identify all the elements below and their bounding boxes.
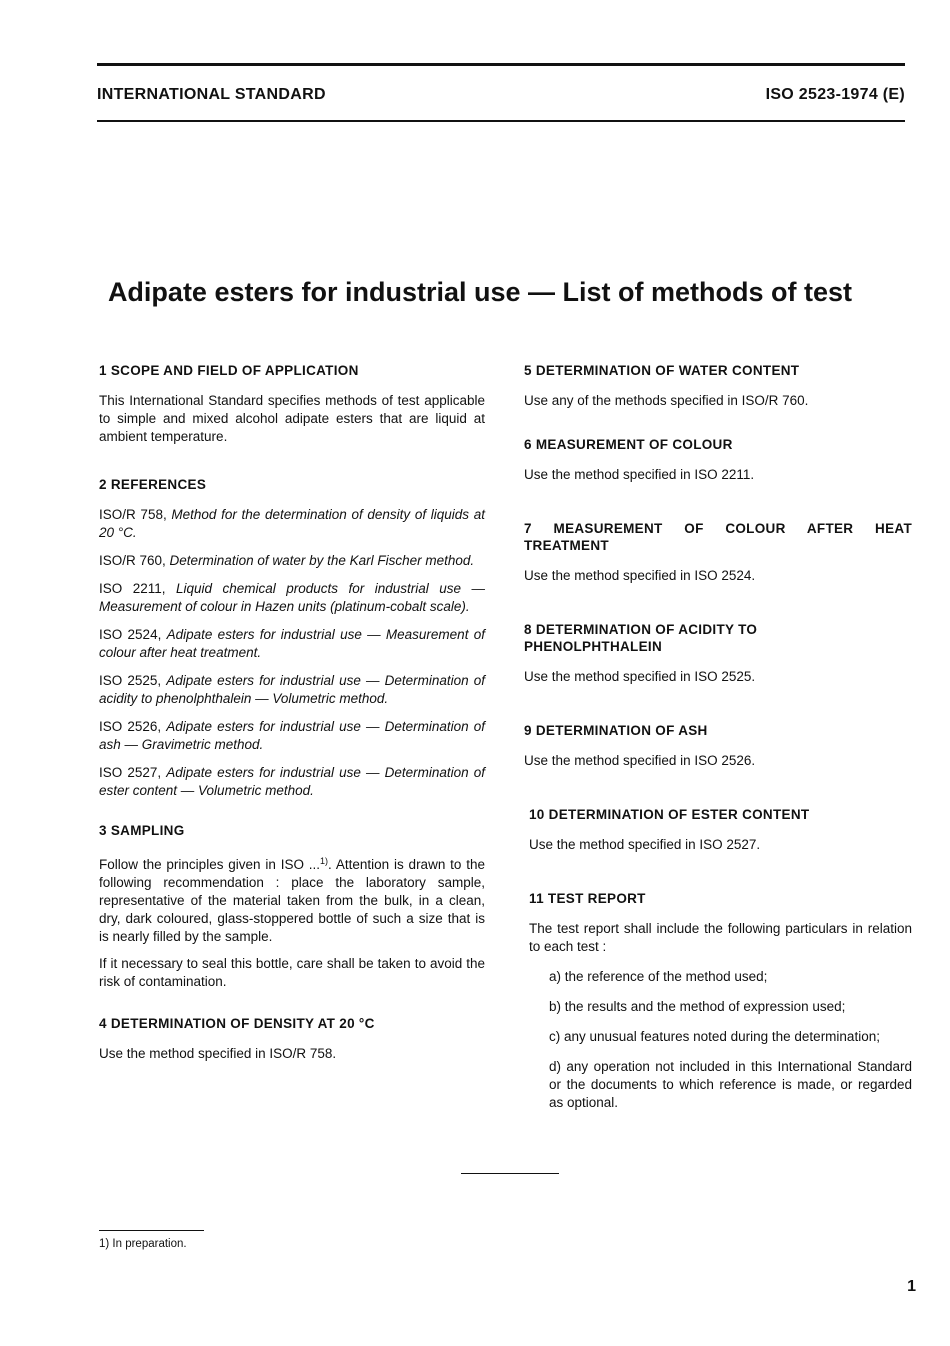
section-5-heading: 5 DETERMINATION OF WATER CONTENT xyxy=(524,363,800,378)
reference-code: ISO/R 760, xyxy=(99,553,170,568)
reference-code: ISO 2527, xyxy=(99,765,167,780)
document-title: Adipate esters for industrial use — List of methods of test xyxy=(107,277,853,307)
section-4-heading: 4 DETERMINATION OF DENSITY AT 20 °C xyxy=(99,1016,375,1031)
footnote-rule xyxy=(99,1230,204,1231)
end-of-text-rule xyxy=(461,1173,559,1174)
section-4 xyxy=(99,1015,485,1063)
reference-item xyxy=(99,764,485,800)
reference-title: Adipate esters for industrial use — Determination of ester content — Volumetric method. xyxy=(99,765,485,798)
reference-title: Determination of water by the Karl Fischer method. xyxy=(169,553,475,568)
section-10-heading: 10 DETERMINATION OF ESTER CONTENT xyxy=(529,807,810,822)
section-1-heading: 1 SCOPE AND FIELD OF APPLICATION xyxy=(99,363,359,378)
reference-item xyxy=(99,718,485,754)
left-column xyxy=(99,362,485,1089)
section-9-heading: 9 DETERMINATION OF ASH xyxy=(524,723,708,738)
header-bottom-rule xyxy=(97,120,905,122)
reference-title: Adipate esters for industrial use — Determination of ash — Gravimetric method. xyxy=(99,719,485,752)
header-left: INTERNATIONAL STANDARD xyxy=(97,86,326,103)
reference-code: ISO 2525, xyxy=(99,673,167,688)
section-3-paragraph-2: If it necessary to seal this bottle, care shall be taken to avoid the risk of contamination. xyxy=(99,956,485,989)
reference-item xyxy=(99,506,485,542)
section-9-text: Use the method specified in ISO 2526. xyxy=(524,753,756,768)
reference-title: Liquid chemical products for industrial use — Measurement of colour in Hazen units (platinum-cobalt scale). xyxy=(99,581,485,614)
reference-item xyxy=(99,552,485,570)
header-right: ISO 2523-1974 (E) xyxy=(765,86,905,103)
section-2 xyxy=(99,476,485,800)
section-3-text-a: Follow the principles given in ISO ... xyxy=(99,857,321,872)
section-8 xyxy=(524,621,912,686)
section-3-text-b: . Attention is drawn to the following recommendation : place the laboratory sample, representative of the material taken from the bulk, in a clean, dry, dark coloured, glass-stoppered bottle of such a size that is is nearly filled by the sample. xyxy=(99,857,485,944)
section-7-heading: 7 MEASUREMENT OF COLOUR AFTER HEAT TREATMENT xyxy=(524,521,912,553)
right-column xyxy=(524,362,912,1138)
section-6-text: Use the method specified in ISO 2211. xyxy=(524,467,755,482)
header-top-rule xyxy=(97,63,905,66)
section-3-heading: 3 SAMPLING xyxy=(99,823,185,838)
reference-title: Adipate esters for industrial use — Determination of acidity to phenolphthalein — Volumetric method. xyxy=(99,673,485,706)
reference-code: ISO 2211, xyxy=(99,581,176,596)
footnote: 1) In preparation. xyxy=(99,1238,187,1250)
section-9 xyxy=(524,722,912,770)
section-11-heading: 11 TEST REPORT xyxy=(529,891,646,906)
section-11-intro: The test report shall include the following particulars in relation to each test : xyxy=(529,921,912,954)
section-6 xyxy=(524,436,912,484)
report-item: b) the results and the method of expression used; xyxy=(549,999,846,1014)
reference-title: Method for the determination of density of liquids at 20 °C. xyxy=(99,507,485,540)
report-item: d) any operation not included in this International Standard or the documents to which reference is made, or regarded as optional. xyxy=(549,1059,912,1110)
page-number: 1 xyxy=(907,1278,916,1295)
report-item: c) any unusual features noted during the determination; xyxy=(549,1029,880,1044)
section-7 xyxy=(524,520,912,585)
section-7-text: Use the method specified in ISO 2524. xyxy=(524,568,756,583)
section-3 xyxy=(99,822,485,991)
section-1-text: This International Standard specifies methods of test applicable to simple and mixed alcohol adipate esters that are liquid at ambient temperature. xyxy=(99,393,485,444)
reference-item xyxy=(99,580,485,616)
section-5 xyxy=(524,362,912,410)
section-10 xyxy=(524,806,912,854)
reference-code: ISO/R 758, xyxy=(99,507,172,522)
report-item: a) the reference of the method used; xyxy=(549,969,768,984)
section-3-paragraph-1 xyxy=(99,852,485,946)
section-8-heading: 8 DETERMINATION OF ACIDITY TO PHENOLPHTHALEIN xyxy=(524,622,758,654)
reference-title: Adipate esters for industrial use — Measurement of colour after heat treatment. xyxy=(99,627,485,660)
section-4-text: Use the method specified in ISO/R 758. xyxy=(99,1046,337,1061)
reference-item xyxy=(99,672,485,708)
section-2-heading: 2 REFERENCES xyxy=(99,477,207,492)
section-5-text: Use any of the methods specified in ISO/R 760. xyxy=(524,393,809,408)
section-1 xyxy=(99,362,485,446)
reference-item xyxy=(99,626,485,662)
reference-code: ISO 2526, xyxy=(99,719,167,734)
section-11 xyxy=(524,890,912,1112)
reference-code: ISO 2524, xyxy=(99,627,167,642)
section-6-heading: 6 MEASUREMENT OF COLOUR xyxy=(524,437,733,452)
footnote-ref: 1) xyxy=(320,856,329,866)
section-10-text: Use the method specified in ISO 2527. xyxy=(529,837,761,852)
section-8-text: Use the method specified in ISO 2525. xyxy=(524,669,756,684)
